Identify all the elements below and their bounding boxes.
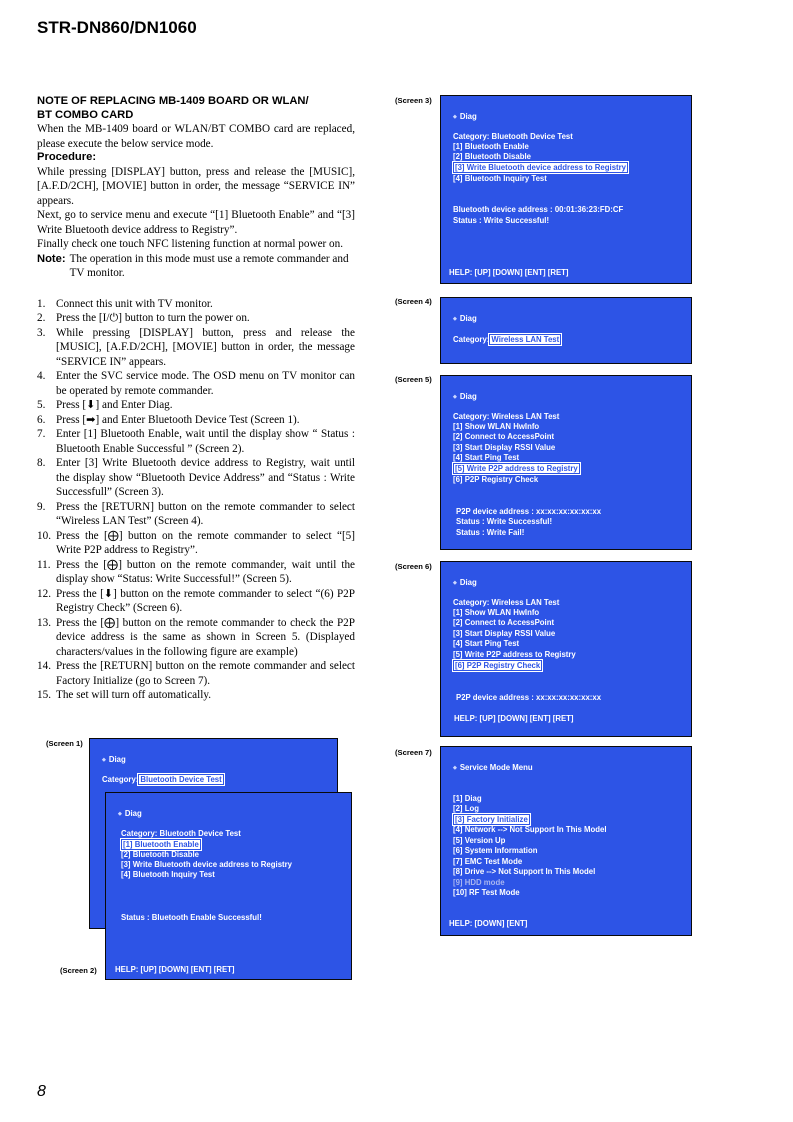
step-number: 13. bbox=[37, 616, 51, 629]
step-number: 1. bbox=[37, 297, 46, 310]
screen5-label: (Screen 5) bbox=[395, 375, 432, 384]
model-title: STR-DN860/DN1060 bbox=[37, 18, 197, 37]
screen7-item-4: [4] Network --> Not Support In This Model bbox=[453, 825, 607, 834]
screen2-status: Status : Bluetooth Enable Successful! bbox=[121, 913, 262, 922]
step-text: Press the [I/⏻] button to turn the power on. bbox=[56, 312, 250, 324]
screen3-label: (Screen 3) bbox=[395, 96, 432, 105]
section-title-line2: BT COMBO CARD bbox=[37, 108, 134, 121]
step-item bbox=[37, 529, 355, 558]
screen7-item-1: [1] Diag bbox=[453, 794, 482, 803]
screen7-item-8: [8] Drive --> Not Support In This Model bbox=[453, 867, 596, 876]
screen2-category: Category: Bluetooth Device Test bbox=[121, 829, 241, 838]
screen5-item-5-selected: [5] Write P2P address to Registry bbox=[455, 464, 578, 473]
screen5-status-success: Status : Write Successful! bbox=[456, 517, 553, 526]
screen-4 bbox=[440, 297, 692, 364]
note-section bbox=[37, 95, 355, 703]
procedure-para-3: Finally check one touch NFC listening function at normal power on. bbox=[37, 238, 344, 250]
step-text: Enter [1] Bluetooth Enable, wait until the display show “ Status : Bluetooth Enable Successful ” (Screen 2). bbox=[56, 428, 355, 455]
step-text: Press the [RETURN] button on the remote commander and select Factory Initialize (go to Screen 7). bbox=[56, 660, 355, 687]
category-value-highlight: Bluetooth Device Test bbox=[140, 775, 222, 784]
step-text: Enter [3] Write Bluetooth device address to Registry, wait until the display show “Bluetooth Device Address” and “Status : Write Successfull” (Screen 3). bbox=[56, 457, 355, 498]
screen3-item-1: [1] Bluetooth Enable bbox=[453, 142, 529, 151]
step-number: 2. bbox=[37, 312, 46, 324]
step-item bbox=[37, 311, 355, 326]
screen7-item-5: [5] Version Up bbox=[453, 836, 506, 845]
step-number: 3. bbox=[37, 326, 46, 339]
screen1-category bbox=[102, 775, 224, 785]
screen3-address: Bluetooth device address : 00:01:36:23:FD:CF bbox=[453, 205, 624, 214]
category-value-highlight: Wireless LAN Test bbox=[491, 335, 560, 344]
screen2-label: (Screen 2) bbox=[60, 966, 97, 975]
screen5-status-fail: Status : Write Fail! bbox=[456, 528, 525, 537]
screen4-label: (Screen 4) bbox=[395, 297, 432, 306]
screen3-item-3-selected: [3] Write Bluetooth device address to Registry bbox=[455, 163, 626, 172]
screen2-item-2: [2] Bluetooth Disable bbox=[121, 850, 199, 859]
step-item bbox=[37, 413, 355, 428]
screen5-item-6: [6] P2P Registry Check bbox=[453, 475, 539, 484]
step-number: 12. bbox=[37, 587, 51, 600]
screen2-help: HELP: [UP] [DOWN] [ENT] [RET] bbox=[115, 965, 235, 974]
screen6-item-4: [4] Start Ping Test bbox=[453, 639, 520, 648]
screen7-label: (Screen 7) bbox=[395, 748, 432, 757]
screen3-title: ◆ Diag bbox=[453, 112, 477, 122]
page-number: 8 bbox=[37, 1083, 46, 1100]
screen2-title: ◆ Diag bbox=[118, 809, 142, 819]
step-text: Press [⬇] and Enter Diag. bbox=[56, 399, 173, 411]
step-number: 6. bbox=[37, 413, 46, 426]
screen7-item-7: [7] EMC Test Mode bbox=[453, 857, 523, 866]
step-text: Press the [RETURN] button on the remote commander to select “Wireless LAN Test” (Screen 4). bbox=[56, 500, 355, 527]
step-number: 5. bbox=[37, 399, 46, 411]
step-text: Press [➡] and Enter Bluetooth Device Test (Screen 1). bbox=[56, 413, 300, 426]
step-number: 11. bbox=[37, 558, 51, 571]
step-item bbox=[37, 398, 355, 413]
screen5-category: Category: Wireless LAN Test bbox=[453, 412, 560, 421]
step-item bbox=[37, 558, 355, 587]
step-text: Press the [⨁] button on the remote commander, wait until the display show “Status: Write Successful!” (Screen 5). bbox=[56, 558, 355, 585]
procedure-label: Procedure: bbox=[37, 151, 97, 163]
screen4-title: ◆ Diag bbox=[453, 314, 477, 324]
screen6-category: Category: Wireless LAN Test bbox=[453, 598, 560, 607]
step-text: Connect this unit with TV monitor. bbox=[56, 297, 213, 310]
screen3-item-4: [4] Bluetooth Inquiry Test bbox=[453, 174, 547, 183]
step-item bbox=[37, 326, 355, 370]
screen7-item-10: [10] RF Test Mode bbox=[453, 888, 520, 897]
section-title-line1: NOTE OF REPLACING MB-1409 BOARD OR WLAN/ bbox=[37, 95, 309, 107]
screen-3 bbox=[440, 95, 692, 284]
procedure-para-2: Next, go to service menu and execute “[1] Bluetooth Enable” and “[3] Write Bluetooth device address to Registry”. bbox=[37, 209, 355, 236]
intro-text: When the MB-1409 board or WLAN/BT COMBO card are replaced, please execute the below service mode. bbox=[37, 123, 355, 150]
step-item bbox=[37, 297, 355, 312]
step-number: 15. bbox=[37, 689, 51, 701]
procedure-para-1: While pressing [DISPLAY] button, press and release the [MUSIC], [A.F.D/2CH], [MOVIE] button in order, the message “SERVICE IN” appears. bbox=[37, 165, 355, 207]
screen4-category bbox=[453, 335, 561, 345]
step-item bbox=[37, 427, 355, 456]
screen6-item-1: [1] Show WLAN HwInfo bbox=[453, 608, 540, 617]
step-item bbox=[37, 369, 355, 398]
screen6-item-3: [3] Start Display RSSI Value bbox=[453, 629, 556, 638]
screen7-item-2: [2] Log bbox=[453, 804, 479, 813]
screen6-title: ◆ Diag bbox=[453, 578, 477, 588]
step-number: 7. bbox=[37, 428, 46, 440]
step-number: 10. bbox=[37, 529, 51, 542]
screen5-item-4: [4] Start Ping Test bbox=[453, 453, 520, 462]
step-item bbox=[37, 587, 355, 616]
screen1-title: ◆ Diag bbox=[102, 755, 126, 765]
screen6-item-5: [5] Write P2P address to Registry bbox=[453, 650, 576, 659]
note-text: The operation in this mode must use a remote commander and TV monitor. bbox=[69, 252, 349, 279]
screen6-address: P2P device address : xx:xx:xx:xx:xx:xx bbox=[456, 693, 602, 702]
screen6-label: (Screen 6) bbox=[395, 562, 432, 571]
screen5-item-3: [3] Start Display RSSI Value bbox=[453, 443, 556, 452]
step-item bbox=[37, 659, 355, 688]
step-number: 4. bbox=[37, 370, 46, 382]
screen5-address: P2P device address : xx:xx:xx:xx:xx:xx bbox=[456, 507, 602, 516]
step-number: 14. bbox=[37, 660, 51, 672]
step-item bbox=[37, 456, 355, 500]
screen3-help: HELP: [UP] [DOWN] [ENT] [RET] bbox=[449, 268, 569, 277]
screen1-label: (Screen 1) bbox=[46, 739, 83, 748]
step-text: Press the [⨁] button on the remote commander to check the P2P device address is the same as shown in Screen 5. (Displayed characters/values in the following figure are example) bbox=[56, 616, 355, 658]
step-item bbox=[37, 688, 355, 703]
step-item bbox=[37, 500, 355, 529]
screen5-item-2: [2] Connect to AccessPoint bbox=[453, 432, 555, 441]
step-text: While pressing [DISPLAY] button, press and release the [MUSIC], [A.F.D/2CH], [MOVIE] button in order, the message “SERVICE IN” appears. bbox=[56, 326, 355, 368]
screen-5 bbox=[440, 375, 692, 550]
screen2-item-4: [4] Bluetooth Inquiry Test bbox=[121, 870, 215, 879]
screen5-item-1: [1] Show WLAN HwInfo bbox=[453, 422, 540, 431]
screen3-status: Status : Write Successful! bbox=[453, 216, 550, 225]
screen-6 bbox=[440, 561, 692, 737]
category-label: Category: bbox=[102, 775, 139, 784]
step-number: 8. bbox=[37, 457, 46, 469]
screen7-item-6: [6] System Information bbox=[453, 846, 538, 855]
screen2-item-3: [3] Write Bluetooth device address to Registry bbox=[121, 860, 292, 869]
step-item bbox=[37, 616, 355, 660]
screen7-item-3-selected: [3] Factory Initialize bbox=[455, 815, 528, 824]
screen6-help: HELP: [UP] [DOWN] [ENT] [RET] bbox=[454, 714, 574, 723]
screen2-item-1-selected: [1] Bluetooth Enable bbox=[123, 840, 199, 849]
screen-2 bbox=[105, 792, 352, 980]
step-text: Press the [⨁] button on the remote commander to select “[5] Write P2P address to Registry”. bbox=[56, 529, 355, 556]
screen7-title: ◆ Service Mode Menu bbox=[453, 763, 533, 773]
note-block bbox=[37, 252, 355, 281]
step-text: The set will turn off automatically. bbox=[56, 689, 212, 701]
screen6-item-6-selected: [6] P2P Registry Check bbox=[455, 661, 541, 670]
step-text: Enter the SVC service mode. The OSD menu on TV monitor can be operated by remote commander. bbox=[56, 370, 355, 397]
category-label: Category: bbox=[453, 335, 490, 344]
step-text: Press the [⬇] button on the remote commander to select “(6) P2P Registry Check” (Screen 6). bbox=[56, 587, 355, 614]
steps-list bbox=[37, 297, 355, 703]
screen7-item-9-disabled: [9] HDD mode bbox=[453, 878, 505, 887]
screen6-item-2: [2] Connect to AccessPoint bbox=[453, 618, 555, 627]
screen-7 bbox=[440, 746, 692, 936]
screen5-title: ◆ Diag bbox=[453, 392, 477, 402]
step-number: 9. bbox=[37, 500, 46, 513]
screen3-category: Category: Bluetooth Device Test bbox=[453, 132, 573, 141]
note-label: Note: bbox=[37, 252, 66, 265]
screen3-item-2: [2] Bluetooth Disable bbox=[453, 152, 531, 161]
screen7-help: HELP: [DOWN] [ENT] bbox=[449, 919, 528, 928]
